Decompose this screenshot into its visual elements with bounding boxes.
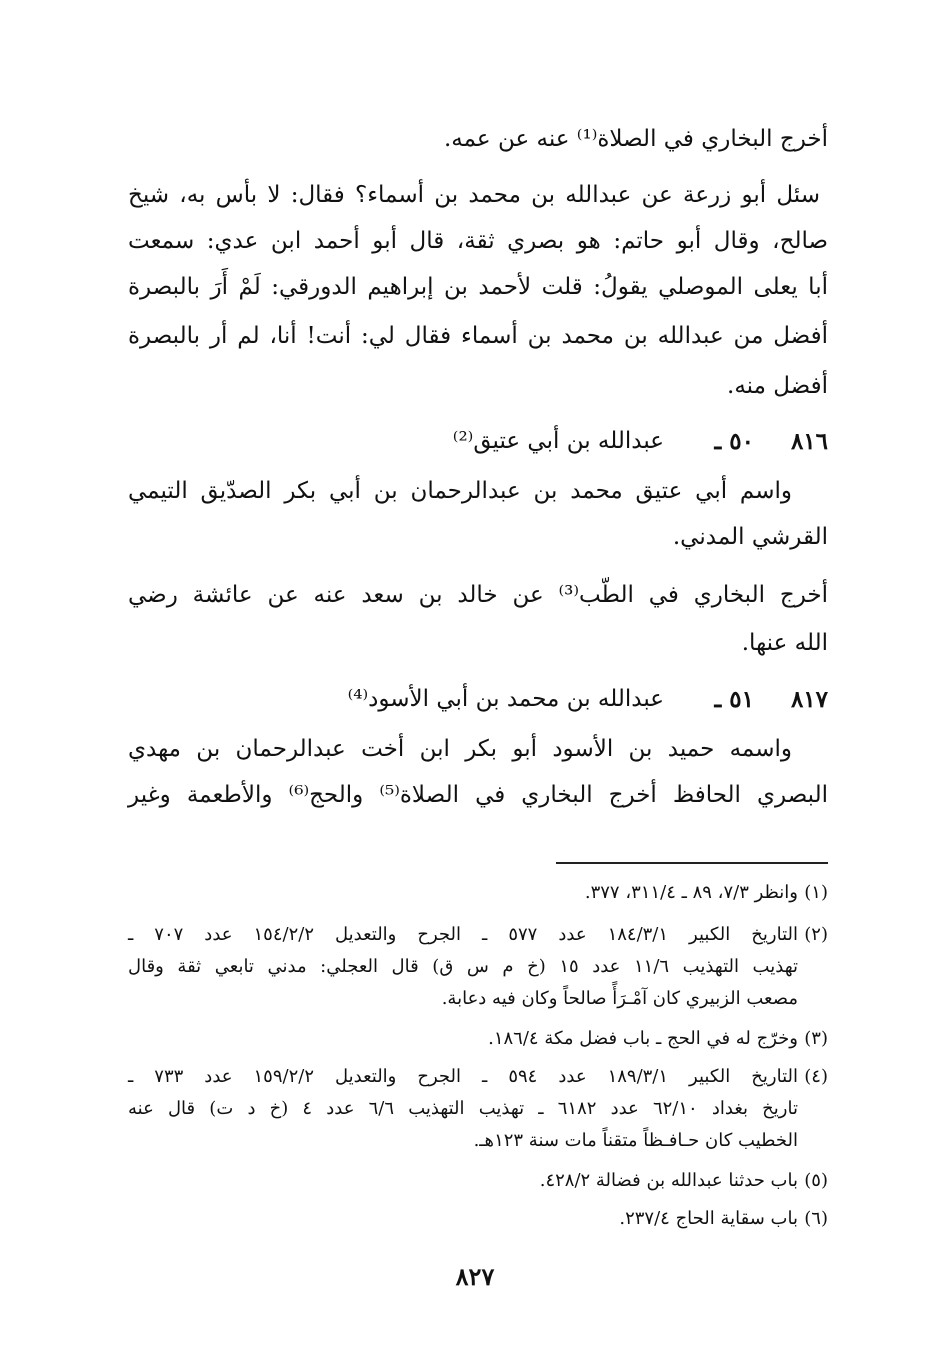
paragraph-line: واسمه حميد بن الأسود أبو بكر ابن أخت عبدالرحمان بن مهدي <box>128 736 792 762</box>
footnote-mark: (٥) <box>804 1170 828 1191</box>
footnote-text: الخطيب كان حـافـظاً متقناً مات سنة ١٢٣هـ. <box>473 1130 798 1151</box>
paragraph-line: واسم أبي عتيق محمد بن عبدالرحمان بن أبي بكر الصدّيق التيمي <box>128 478 792 504</box>
footnote-text: وانظر ٧/٣، ٨٩ ـ ٣١١/٤، ٣٧٧. <box>584 882 798 903</box>
paragraph-line: أفضل من عبدالله بن محمد بن أسماء فقال لي: أنت! أنا، لم أر بالبصرة <box>128 323 828 349</box>
paragraph-line: البصري الحافظ أخرج البخاري في الصلاة⁽⁵⁾ والحج⁽⁶⁾ والأطعمة وغير <box>128 782 828 808</box>
footnote-text: التاريخ الكبير ١٨٤/٣/١ عدد ٥٧٧ ـ الجرح والتعديل ١٥٤/٢/٢ عدد ٧٠٧ ـ <box>128 924 798 945</box>
footnote-mark: (٦) <box>804 1208 828 1229</box>
footnote-mark: (٤) <box>804 1066 828 1087</box>
footnote-text: باب حدثنا عبدالله بن فضالة ٤٢٨/٢. <box>539 1170 798 1191</box>
footnote-mark: (٢) <box>804 924 828 945</box>
footnote-separator <box>556 862 828 864</box>
footnote-text: باب سقاية الحاج ٢٣٧/٤. <box>619 1208 798 1229</box>
paragraph-line: أخرج البخاري في الطّب⁽³⁾ عن خالد بن سعد عنه عن عائشة رضي <box>128 582 828 608</box>
entry-number: ٨١٦ <box>790 428 828 455</box>
entry-title: عبدالله بن محمد بن أبي الأسود⁽⁴⁾ <box>347 686 664 712</box>
entry-number: ٨١٧ <box>790 686 828 713</box>
footnote-text: وخرّج له في الحج ـ باب فضل مكة ١٨٦/٤. <box>488 1028 798 1049</box>
entry-title: عبدالله بن أبي عتيق⁽²⁾ <box>452 428 664 454</box>
entry-sequence: ٥٠ ـ <box>714 428 754 455</box>
footnote-text: تاريخ بغداد ٦٢/١٠ عدد ٦١٨٢ ـ تهذيب التهذيب ٦/٦ عدد ٤ (خ د ت) قال عنه <box>128 1098 798 1119</box>
entry-sequence: ٥١ ـ <box>714 686 754 713</box>
footnote-text: التاريخ الكبير ١٨٩/٣/١ عدد ٥٩٤ ـ الجرح والتعديل ١٥٩/٢/٢ عدد ٧٣٣ ـ <box>128 1066 798 1087</box>
paragraph-line: الله عنها. <box>741 630 828 656</box>
footnote-text: مصعب الزبيري كان آمْـرَأً صالحاً وكان فيه دعابة. <box>441 988 798 1009</box>
paragraph-line: أخرج البخاري في الصلاة⁽¹⁾ عنه عن عمه. <box>443 126 828 152</box>
paragraph-line: أبا يعلى الموصلي يقولُ: قلت لأحمد بن إبراهيم الدورقي: لَمْ أَرَ بالبصرة <box>128 274 828 300</box>
paragraph-line: صالح، وقال أبو حاتم: هو بصري ثقة، قال أبو أحمد ابن عدي: سمعت <box>128 228 828 254</box>
page-number: ٨٢٧ <box>455 1262 495 1291</box>
paragraph-line: أفضل منه. <box>727 373 828 399</box>
paragraph-line: سئل أبو زرعة عن عبدالله بن محمد بن أسماء؟ فقال: لا بأس به، شيخ <box>128 182 820 208</box>
footnote-mark: (١) <box>804 882 828 903</box>
paragraph-line: القرشي المدني. <box>672 524 828 550</box>
footnote-mark: (٣) <box>804 1028 828 1049</box>
footnote-text: تهذيب التهذيب ١١/٦ عدد ١٥ (خ م س ق) قال العجلي: مدني تابعي ثقة وقال <box>128 956 798 977</box>
